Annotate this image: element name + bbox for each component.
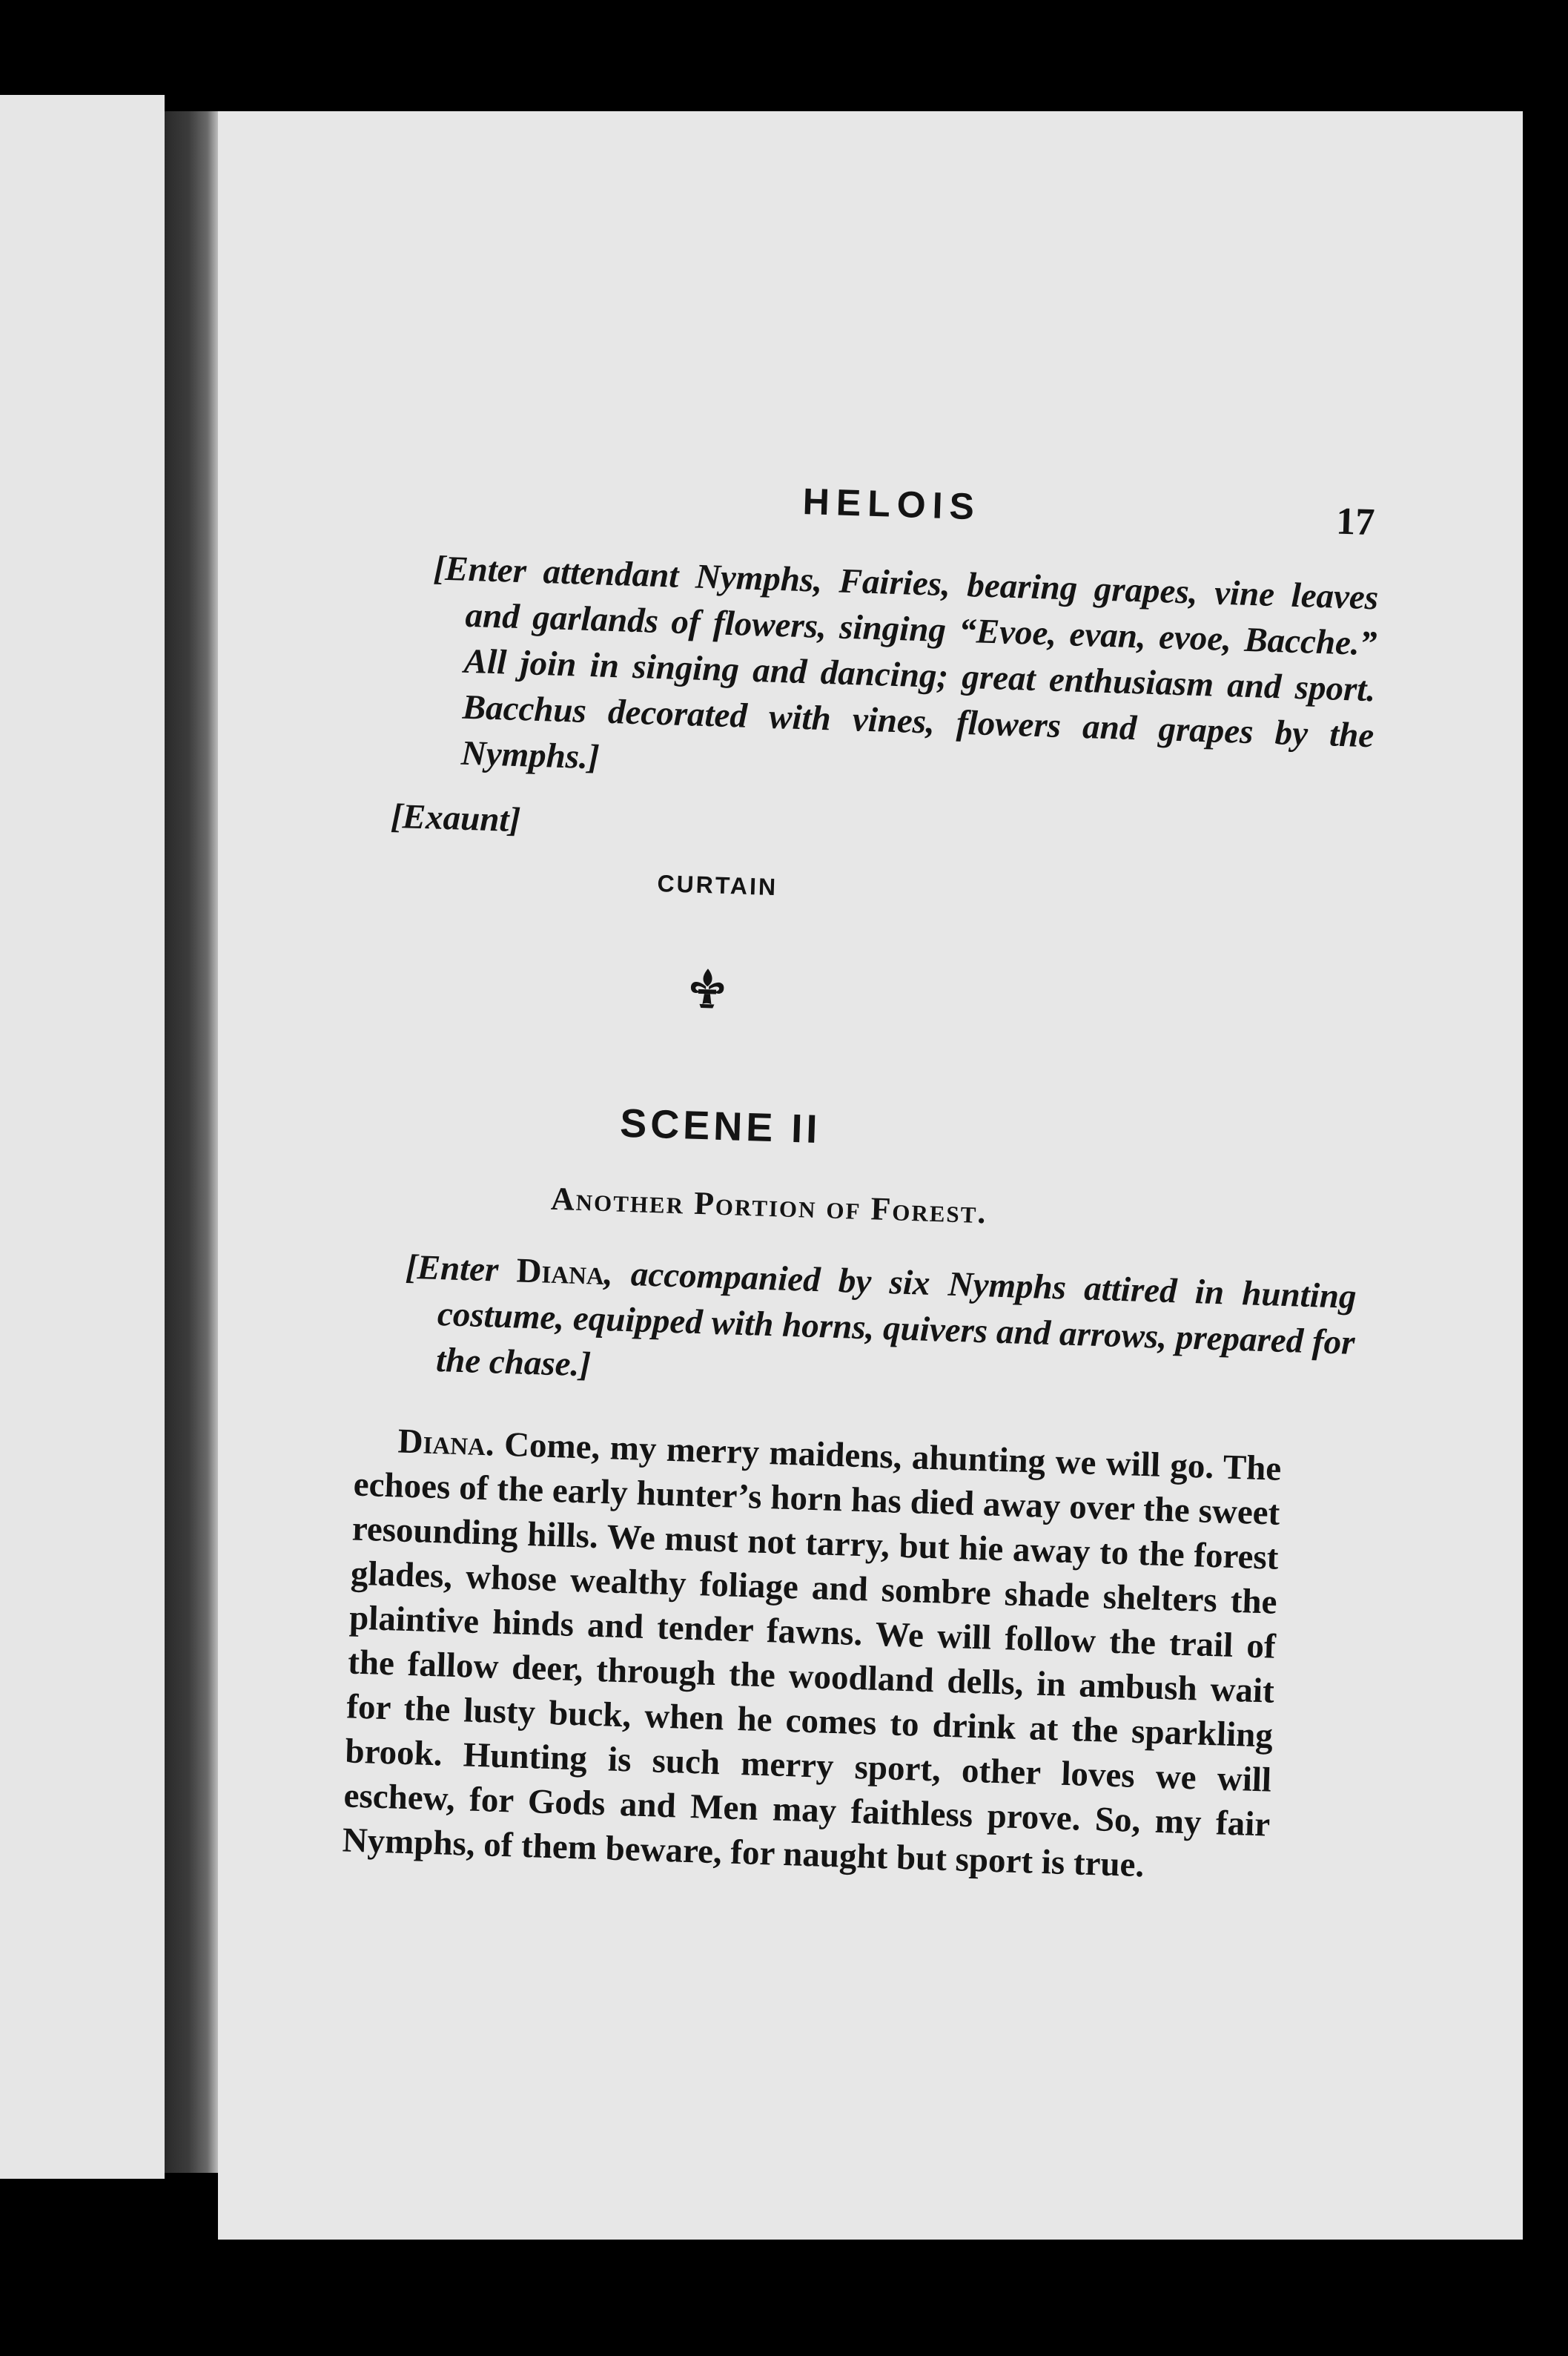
scene-heading: SCENE II	[619, 1101, 822, 1152]
scene-location: Another Portion of Forest.	[550, 1180, 988, 1231]
running-title: HELOIS	[801, 480, 982, 528]
stage-direction: [Enter attendant Nymphs, Fairies, bearing grapes, vine leaves and garlands of flowers, singing “Evoe, evan, evoe, Bacche.” All join in singing and dancing; great enthusiasm and sport. Bacchus decorated with vines, flowers and grapes by the Nymphs.]	[432, 549, 1379, 777]
stage-direction-scene	[368, 1243, 1357, 1412]
speaker-name: Diana.	[397, 1422, 495, 1464]
curtain-label: CURTAIN	[656, 870, 778, 901]
exeunt-direction: [Exaunt]	[390, 796, 521, 840]
facing-page-edge	[0, 95, 165, 2179]
stage-direction-rest: , accompanied by six Nymphs attired in hunting costume, equipped with horns, quivers and arrows, prepared for the chase.]	[435, 1254, 1357, 1385]
running-head	[401, 467, 1381, 557]
page-text	[341, 467, 1381, 1894]
gutter-shadow	[165, 111, 218, 2173]
page-number: 17	[1335, 500, 1376, 544]
book-page	[218, 111, 1523, 2240]
speech-text: Come, my merry maidens, ahunting we will go. The echoes of the early hunter’s horn has died away over the sweet resounding hills. We must not tarry, but hie away to the forest glades, whose wealthy foliage and sombre shade shelters the plaintive hinds and tender fawns. We will follow the trail of the fallow deer, through the woodland dells, in ambush wait for the lusty buck, when he comes to drink at the sparkling brook. Hunting is such merry sport, other loves we will eschew, for Gods and Men may faithless prove. So, my fair Nymphs, of them beware, for naught but sport is true.	[341, 1425, 1282, 1885]
character-name: Diana	[515, 1251, 605, 1293]
diana-speech	[342, 1418, 1282, 1892]
fleuron-icon	[684, 965, 730, 1011]
stage-direction-open: [Enter	[405, 1247, 517, 1290]
